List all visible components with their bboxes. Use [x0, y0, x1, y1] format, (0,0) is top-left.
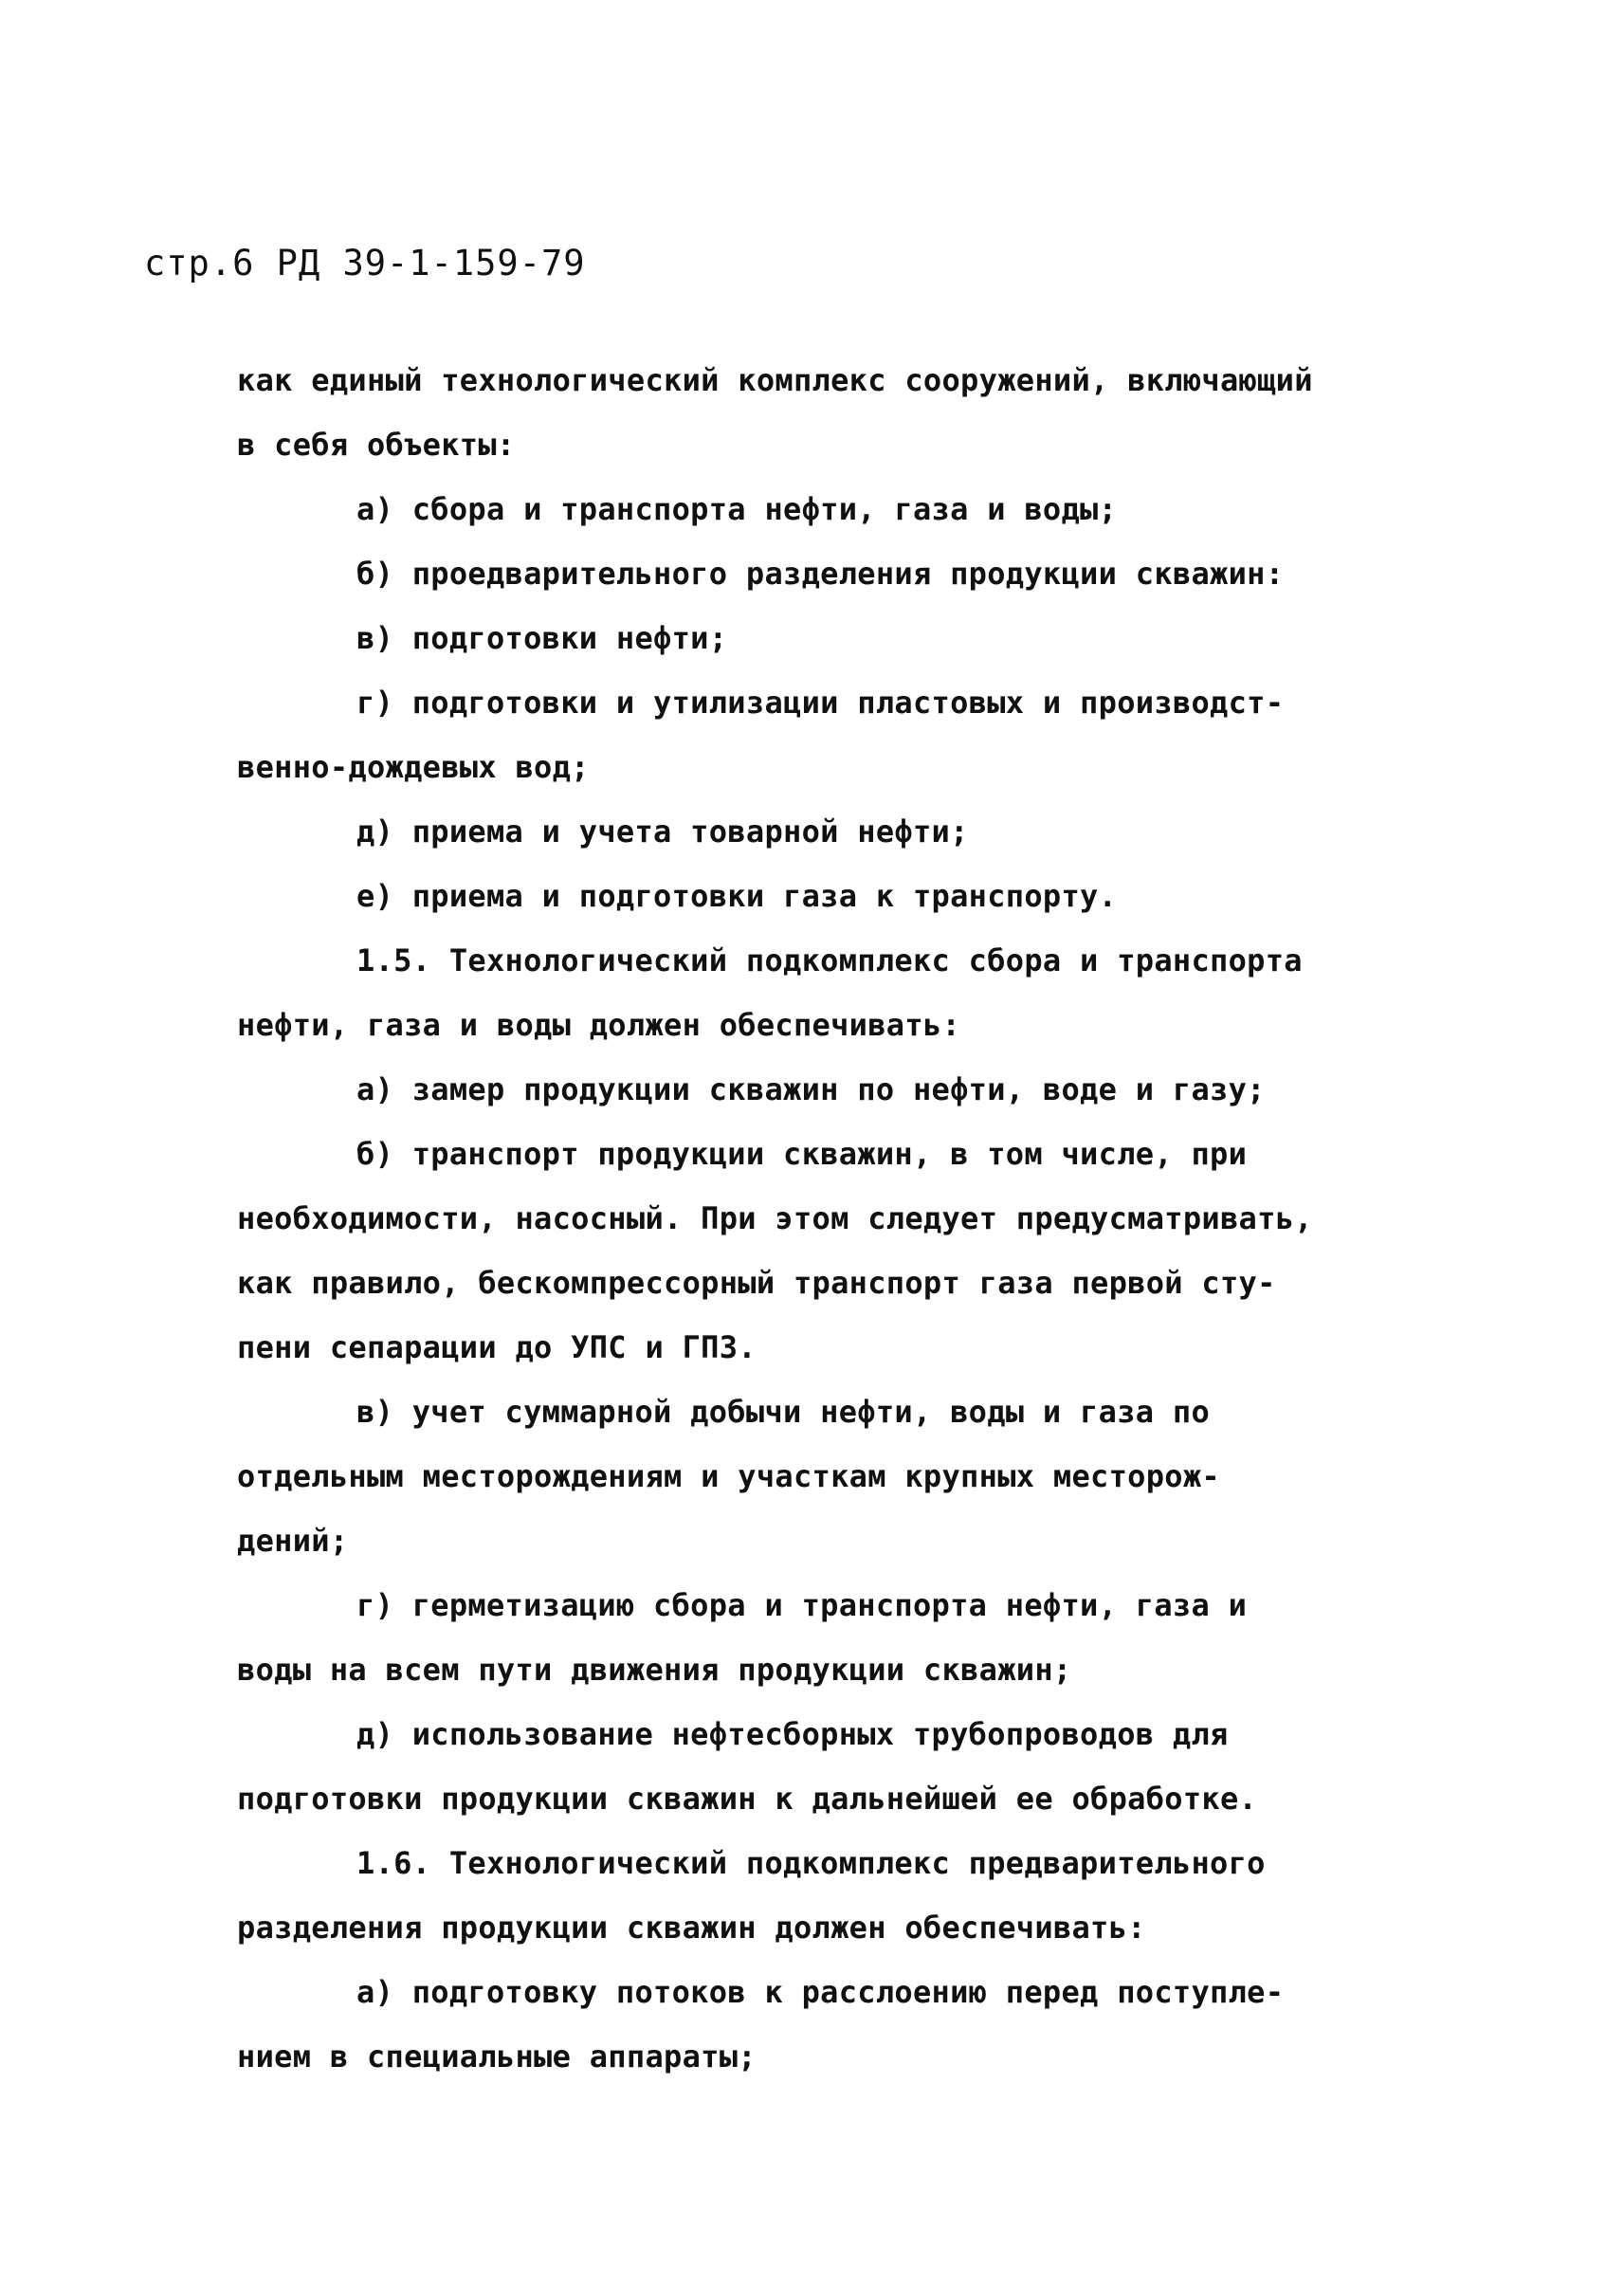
list-item: б) транспорт продукции скважин, в том числе, при: [356, 1136, 1248, 1172]
page-header: стр.6 РД 39-1-159-79: [144, 243, 586, 283]
section-heading: 1.5. Технологический подкомплекс сбора и транспорта: [356, 942, 1303, 978]
list-item: в) учет суммарной добычи нефти, воды и газа по: [356, 1394, 1211, 1430]
list-item: г) подготовки и утилизации пластовых и производст-: [356, 685, 1285, 721]
text-line: пени сепарации до УПС и ГПЗ.: [237, 1329, 757, 1365]
text-line: отдельным месторождениям и участкам крупных месторож-: [237, 1458, 1220, 1494]
list-item: е) приема и подготовки газа к транспорту.: [356, 878, 1118, 914]
text-line: подготовки продукции скважин к дальнейшей ее обработке.: [237, 1781, 1258, 1817]
text-line: нефти, газа и воды должен обеспечивать:: [237, 1007, 961, 1043]
list-item: а) замер продукции скважин по нефти, воде и газу;: [356, 1071, 1266, 1107]
text-line: в себя объекты:: [237, 427, 516, 463]
list-item: д) приема и учета товарной нефти;: [356, 813, 969, 850]
text-line: как правило, бескомпрессорный транспорт газа первой сту-: [237, 1265, 1276, 1301]
list-item: д) использование нефтесборных трубопроводов для: [356, 1716, 1229, 1752]
text-line: дений;: [237, 1523, 349, 1559]
list-item: б) проедварительного разделения продукции скважин:: [356, 556, 1285, 592]
text-line: как единый технологический комплекс сооружений, включающий: [237, 362, 1313, 398]
list-item: а) подготовку потоков к расслоению перед поступле-: [356, 1974, 1285, 2010]
text-line: воды на всем пути движения продукции скважин;: [237, 1652, 1072, 1688]
list-item: в) подготовки нефти;: [356, 620, 728, 656]
text-line: нием в специальные аппараты;: [237, 2038, 757, 2075]
section-heading: 1.6. Технологический подкомплекс предварительного: [356, 1845, 1266, 1881]
text-line: необходимости, насосный. При этом следует предусматривать,: [237, 1200, 1313, 1236]
list-item: а) сбора и транспорта нефти, газа и воды;: [356, 491, 1118, 527]
list-item: г) герметизацию сбора и транспорта нефти, газа и: [356, 1587, 1248, 1623]
text-line: разделения продукции скважин должен обеспечивать:: [237, 1910, 1146, 1946]
text-line: венно-дождевых вод;: [237, 749, 590, 785]
